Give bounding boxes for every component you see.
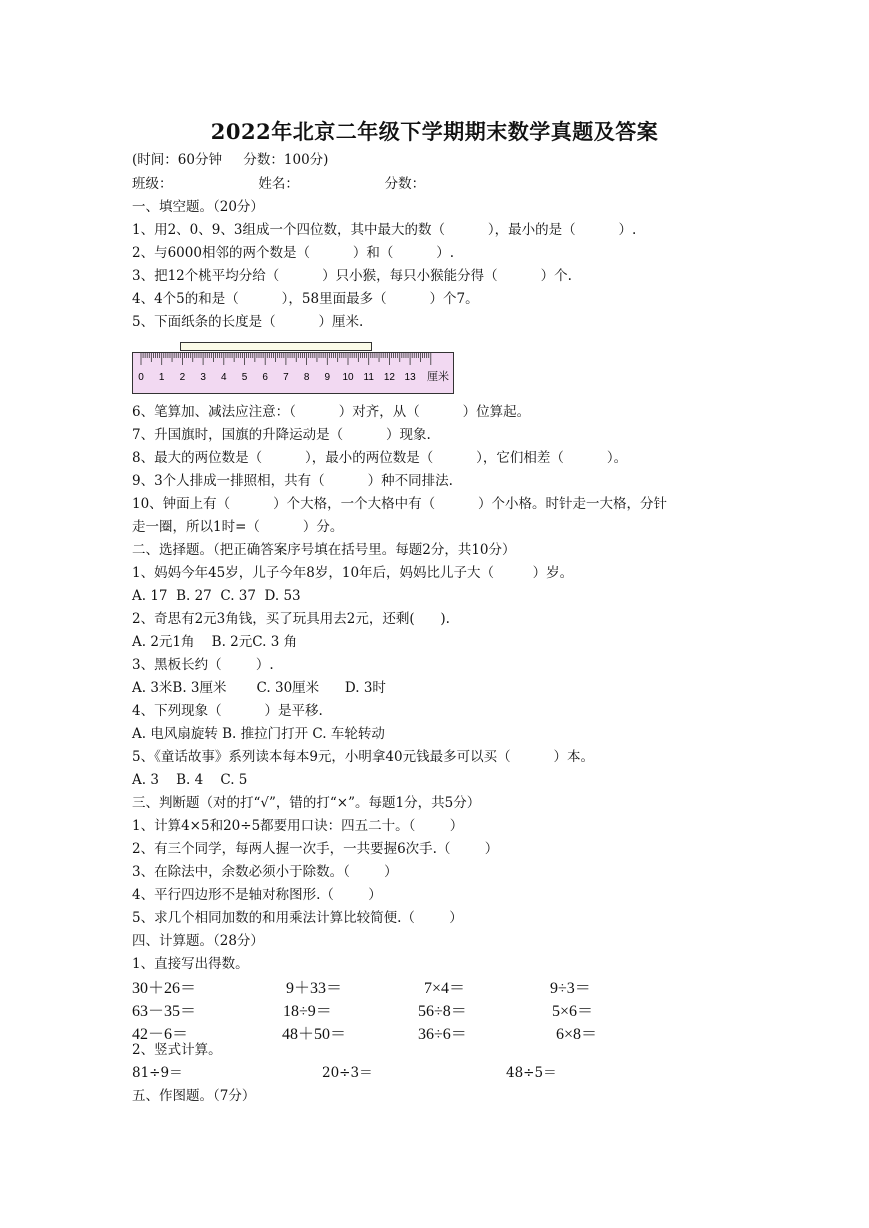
ruler-ticks xyxy=(133,353,433,393)
question-3-2: 2、有三个同学，每两人握一次手，一共要握6次手.（ ） xyxy=(132,841,499,857)
ruler-number: 8 xyxy=(303,372,310,383)
calc-item: 63－35＝ xyxy=(132,1003,197,1020)
calc-item: 30＋26＝ xyxy=(132,980,197,997)
section-3-heading: 三、判断题（对的打“√”，错的打“×”。每题1分，共5分） xyxy=(132,795,481,811)
question-1-4: 4、4个5的和是（ ），58里面最多（ ）个7。 xyxy=(132,291,479,307)
section-5-heading: 五、作图题。（7分） xyxy=(132,1088,256,1104)
question-2-1: 1、妈妈今年45岁，儿子今年8岁，10年后，妈妈比儿子大（ ）岁。 xyxy=(132,565,574,581)
question-1-5: 5、下面纸条的长度是（ ）厘米. xyxy=(132,314,364,330)
calc-item: 36÷6＝ xyxy=(418,1026,467,1043)
exam-info: (时间：60分钟 分数：100分) xyxy=(132,152,329,168)
question-3-4: 4、平行四边形不是轴对称图形.（ ） xyxy=(132,887,382,903)
section-1-heading: 一、填空题。（20分） xyxy=(132,199,264,215)
calc-item: 9＋33＝ xyxy=(286,980,343,997)
vertical-calc-item: 20÷3＝ xyxy=(322,1065,373,1081)
ruler-number: 11 xyxy=(363,372,374,383)
question-2-2: 2、奇思有2元3角钱，买了玩具用去2元，还剩( ). xyxy=(132,611,450,627)
section-4-sub-2: 2、竖式计算。 xyxy=(132,1042,222,1058)
question-2-2-options: A. 2元1角 B. 2元C. 3 角 xyxy=(132,634,298,650)
question-1-8: 8、最大的两位数是（ ），最小的两位数是（ ），它们相差（ ）。 xyxy=(132,450,628,466)
ruler-number: 2 xyxy=(179,372,186,383)
student-info-line: 班级： 姓名： 分数： xyxy=(132,176,426,192)
question-2-3-options: A. 3米B. 3厘米 C. 30厘米 D. 3时 xyxy=(132,680,386,696)
question-2-4-options: A. 电风扇旋转 B. 推拉门打开 C. 车轮转动 xyxy=(132,726,385,742)
question-1-10-cont: 走一圈，所以1时=（ ）分。 xyxy=(132,519,344,535)
question-2-5-options: A. 3 B. 4 C. 5 xyxy=(132,772,248,788)
question-1-1: 1、用2、0、9、3组成一个四位数，其中最大的数（ ），最小的是（ ）. xyxy=(132,222,637,238)
question-1-2: 2、与6000相邻的两个数是（ ）和（ ）. xyxy=(132,245,455,261)
question-3-1: 1、计算4×5和20÷5都要用口诀：四五二十。（ ） xyxy=(132,818,464,834)
calc-item: 7×4＝ xyxy=(424,980,466,997)
ruler xyxy=(132,352,454,394)
ruler-number: 12 xyxy=(383,372,395,383)
question-1-3: 3、把12个桃平均分给（ ）只小猴，每只小猴能分得（ ）个. xyxy=(132,268,572,284)
paper-strip xyxy=(180,342,372,351)
question-2-4: 4、下列现象（ ）是平移. xyxy=(132,703,323,719)
calc-item: 5×6＝ xyxy=(552,1003,594,1020)
ruler-number: 0 xyxy=(138,372,144,383)
calc-item: 56÷8＝ xyxy=(418,1003,467,1020)
section-2-heading: 二、选择题。（把正确答案序号填在括号里。每题2分，共10分） xyxy=(132,542,516,558)
question-3-3: 3、在除法中，余数必须小于除数。（ ） xyxy=(132,864,398,880)
section-4-heading: 四、计算题。（28分） xyxy=(132,933,264,949)
ruler-unit-label: 厘米 xyxy=(427,370,449,383)
ruler-number: 3 xyxy=(200,372,206,383)
calc-item: 18÷9＝ xyxy=(283,1003,332,1020)
calc-item: 9÷3＝ xyxy=(550,980,591,997)
ruler-figure xyxy=(132,342,454,394)
calc-item: 6×8＝ xyxy=(556,1026,598,1043)
question-1-10: 10、钟面上有（ ）个大格，一个大格中有（ ）个小格。时针走一大格，分针 xyxy=(132,496,668,512)
question-1-9: 9、3个人排成一排照相，共有（ ）种不同排法. xyxy=(132,473,453,489)
section-4-sub-1: 1、直接写出得数。 xyxy=(132,956,249,972)
ruler-number: 10 xyxy=(342,372,354,383)
ruler-number: 6 xyxy=(262,372,268,383)
question-1-7: 7、升国旗时，国旗的升降运动是（ ）现象. xyxy=(132,427,431,443)
page-title: 2022年北京二年级下学期期末数学真题及答案 xyxy=(210,119,659,144)
ruler-number: 5 xyxy=(241,372,248,383)
question-1-6: 6、笔算加、减法应注意：（ ）对齐，从（ ）位算起。 xyxy=(132,404,531,420)
ruler-number: 13 xyxy=(404,372,416,383)
calc-item: 42－6＝ xyxy=(132,1026,189,1043)
ruler-number: 1 xyxy=(158,372,165,383)
question-2-5: 5、《童话故事》系列读本每本9元，小明拿40元钱最多可以买（ ）本。 xyxy=(132,749,595,765)
ruler-number: 9 xyxy=(324,372,331,383)
calc-item: 48＋50＝ xyxy=(282,1026,347,1043)
ruler-number: 7 xyxy=(283,372,289,383)
question-2-3: 3、黑板长约（ ）. xyxy=(132,657,274,673)
vertical-calc-item: 81÷9＝ xyxy=(132,1065,183,1081)
vertical-calc-item: 48÷5＝ xyxy=(506,1065,557,1081)
question-2-1-options: A. 17 B. 27 C. 37 D. 53 xyxy=(132,588,301,604)
ruler-number: 4 xyxy=(221,372,227,383)
question-3-5: 5、求几个相同加数的和用乘法计算比较简便.（ ） xyxy=(132,910,463,926)
